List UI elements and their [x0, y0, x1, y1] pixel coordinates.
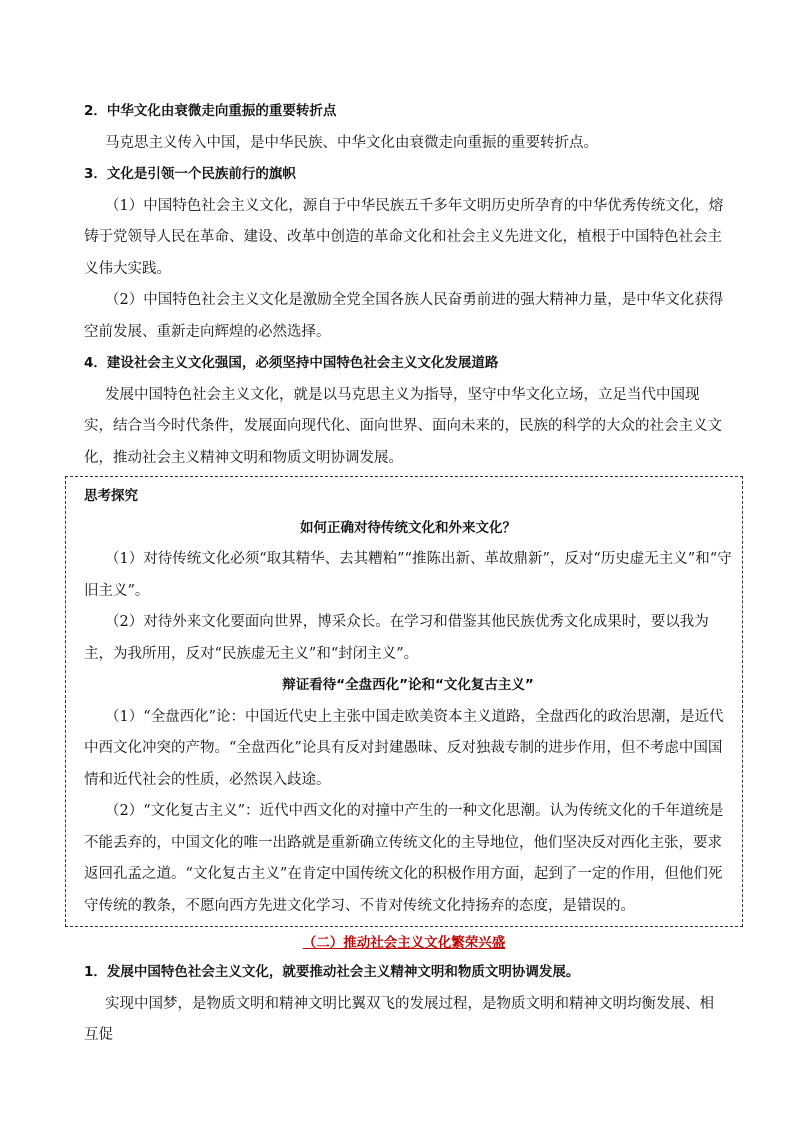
paragraph: （1）中国特色社会主义文化，源自于中华民族五千多年文明历史所孕育的中华优秀传统文化，熔铸于党领导人民在革命、建设、改革中创造的革命文化和社会主义先进文化，植根于中国特色社会主义伟大实践。 [84, 197, 724, 277]
box-question-title: 辩证看待“全盘西化”论和“文化复古主义” [282, 677, 534, 693]
heading-3: 3．文化是引领一个民族前行的旗帜 [84, 166, 296, 182]
heading-4: 4．建设社会主义文化强国，必须坚持中国特色社会主义文化发展道路 [84, 355, 499, 371]
box-question-title: 如何正确对待传统文化和外来文化？ [300, 519, 516, 536]
document-page [84, 96, 732, 1052]
paragraph: 发展中国特色社会主义文化，就是以马克思主义为指导，坚守中华文化立场，立足当代中国现实，结合当今时代条件，发展面向现代化、面向世界、面向未来的，民族的科学的大众的社会主义文化，推动社会主义精神文明和物质文明协调发展。 [84, 386, 722, 466]
box-paragraph: （2）对待外来文化要面向世界，博采众长。在学习和借鉴其他民族优秀文化成果时，要以我为主，为我所用，反对“民族虚无主义”和“封闭主义”。 [84, 614, 709, 662]
heading-1: 1．发展中国特色社会主义文化，就要推动社会主义精神文明和物质文明协调发展。 [84, 964, 580, 980]
heading-2: 2．中华文化由衰微走向重振的重要转折点 [84, 103, 337, 119]
paragraph: （2）中国特色社会主义文化是激励全党全国各族人民奋勇前进的强大精神力量，是中华文化获得空前发展、重新走向辉煌的必然选择。 [84, 292, 724, 340]
box-paragraph: （2）“文化复古主义”：近代中西文化的对撞中产生的一种文化思潮。认为传统文化的千年道统是不能丢弃的，中国文化的唯一出路就是重新确立传统文化的主导地位，他们坚决反对西化主张，要求返回孔孟之道。“文化复古主义”在肯定中国传统文化的积极作用方面，起到了一定的作用，但他们死守传统的教条，不愿向西方先进文化学习、不肯对传统文化持扬弃的态度，是错误的。 [84, 803, 724, 914]
box-paragraph: （1）“全盘西化”论：中国近代史上主张中国走欧美资本主义道路，全盘西化的政治思潮，是近代中西文化冲突的产物。“全盘西化”论具有反对封建愚昧、反对独裁专制的进步作用，但不考虑中国国情和近代社会的性质，必然误入歧途。 [84, 708, 724, 788]
paragraph: 马克思主义传入中国，是中华民族、中华文化由衰微走向重振的重要转折点。 [105, 134, 598, 151]
box-paragraph: （1）对待传统文化必须“取其精华、去其糟粕”“推陈出新、革故鼎新”，反对“历史虚无主义”和“守旧主义”。 [84, 551, 732, 599]
box-label: 思考探究 [84, 488, 138, 504]
section-title-text: （二）推动社会主义文化繁荣兴盛 [302, 935, 506, 951]
paragraph: 实现中国梦，是物质文明和精神文明比翼双飞的发展过程，是物质文明和精神文明均衡发展、相互促 [84, 995, 714, 1043]
thinking-exploration-box [65, 476, 743, 927]
section-title [84, 929, 724, 957]
